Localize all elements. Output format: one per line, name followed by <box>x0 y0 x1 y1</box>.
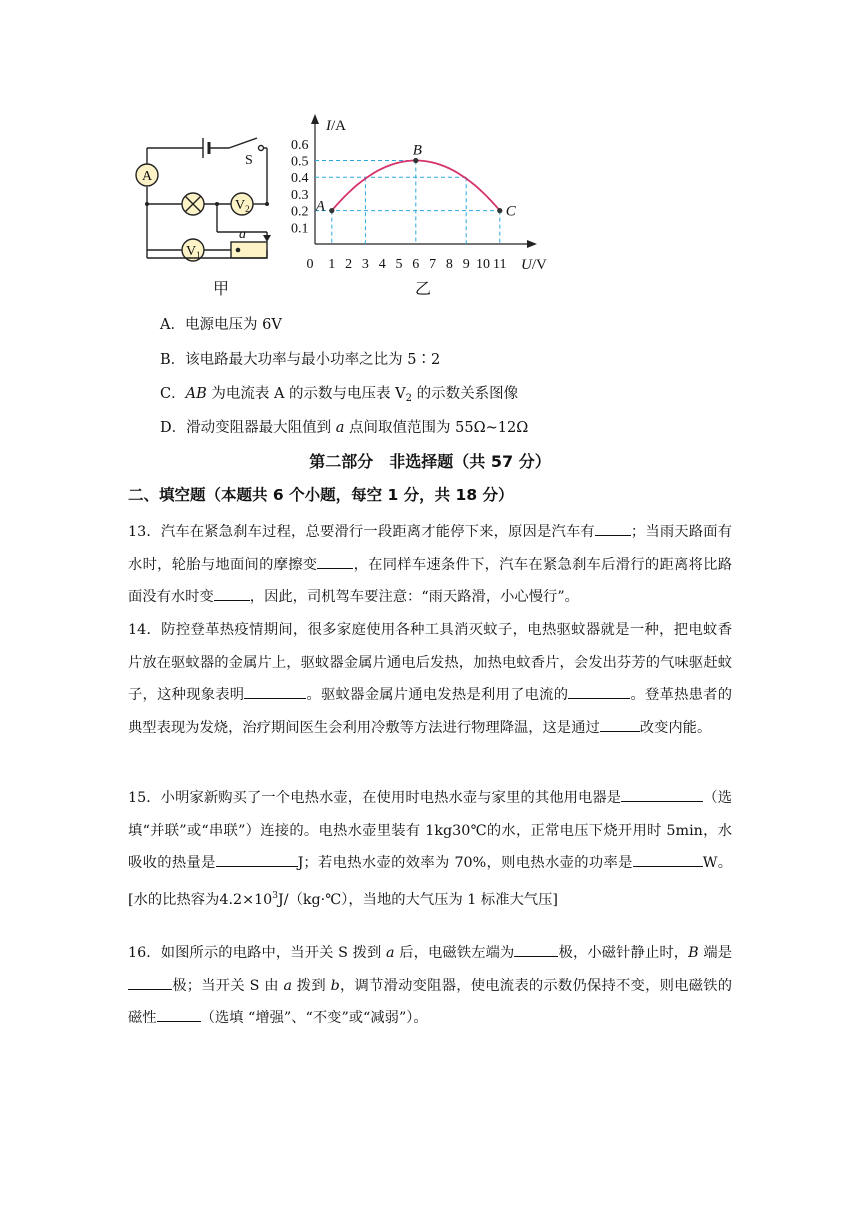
answer-blank[interactable] <box>128 975 172 990</box>
answer-blank[interactable] <box>214 586 250 601</box>
question-13: 13．汽车在紧急刹车过程，总要滑行一段距离才能停下来，原因是汽车有 ；当雨天路面有水时，轮胎与地面间的摩擦变 ，在同样车速条件下，汽车在紧急刹车后滑行的距离将比路面没有水时变 ，因此，司机驾车要注意：“雨天路滑，小心慢行”。 <box>128 516 732 614</box>
answer-blank[interactable] <box>633 852 703 867</box>
option-b: B．该电路最大功率与最小功率之比为 5∶2 <box>160 352 441 368</box>
point-label-b: B <box>412 142 422 159</box>
y-tick-label: 0.5 <box>291 154 309 170</box>
iu-graph <box>291 114 547 273</box>
voltmeter1-label: $V_1$ <box>186 244 201 260</box>
answer-blank[interactable] <box>157 1007 201 1022</box>
switch-blade <box>229 138 257 148</box>
answer-blank[interactable] <box>600 717 640 732</box>
guide-lines <box>315 161 500 245</box>
x-tick-label: 8 <box>445 257 453 272</box>
point-a <box>329 208 334 213</box>
x-tick-label: 5 <box>395 257 403 272</box>
slider-arrow <box>263 235 271 242</box>
y-tick-label: 0.2 <box>291 204 309 220</box>
x-tick-label: 6 <box>412 257 420 272</box>
answer-blank[interactable] <box>317 554 353 569</box>
figure <box>125 112 565 302</box>
x-tick-label: 4 <box>378 257 386 272</box>
x-axis-arrow <box>527 240 537 248</box>
x-tick-labels <box>307 257 507 272</box>
answer-blank[interactable] <box>514 942 558 957</box>
option-c: C．AB 为电流表 A 的示数与电压表 $V_2$ 的示数关系图像 <box>160 386 519 404</box>
x-axis-label: U/V <box>521 257 547 273</box>
question-15: 15．小明家新购买了一个电热水壶，在使用时电热水壶与家里的其他用电器是 （选填“并联”或“串联”）连接的。电热水壶里装有 1kg30℃的水，正常电压下烧开用时 5min，水吸收的热量是 J；若电热水壶的效率为 70%，则电热水壶的功率是 W。[水的比热容为$4.2\times 10^3J/(kg\cdot℃)$，当地的大气压为 1 标准大气压] <box>128 782 732 916</box>
x-tick-label: 0 <box>306 257 314 272</box>
question-14: 14．防控登革热疫情期间，很多家庭使用各种工具消灭蚊子，电热驱蚊器就是一种，把电蚊香片放在驱蚊器的金属片上，驱蚊器金属片通电后发热，加热电蚊香片，会发出芬芳的气味驱赶蚊子，这种现象表明 。驱蚊器金属片通电发热是利用了电流的 。登革热患者的典型表现为发烧，治疗期间医生会利用冷敷等方法进行物理降温，这是通过 改变内能。 <box>128 622 733 736</box>
x-tick-label: 10 <box>476 257 490 272</box>
point-label-c: C <box>505 203 516 220</box>
section-two-heading: 二、填空题（本题共 6 个小题，每空 1 分，共 18 分） <box>128 486 514 504</box>
y-tick-label: 0.3 <box>291 187 309 203</box>
switch-label: S <box>245 153 253 168</box>
point-c <box>497 208 502 213</box>
x-tick-label: 9 <box>462 257 470 272</box>
voltmeter2-label: $V_2$ <box>235 198 250 214</box>
y-tick-label: 0.4 <box>291 171 309 187</box>
figure-label-yi: 乙 <box>415 279 432 298</box>
point-label-a: A <box>315 198 325 215</box>
x-tick-label: 11 <box>493 257 507 272</box>
option-d: D．滑动变阻器最大阻值到 a 点间取值范围为 55Ω~12Ω <box>160 420 529 436</box>
answer-blank[interactable] <box>621 787 703 802</box>
y-tick-labels <box>291 138 309 237</box>
point-b <box>413 158 418 163</box>
x-tick-label: 3 <box>361 257 369 272</box>
figure-label-jia: 甲 <box>213 279 230 298</box>
answer-blank[interactable] <box>244 684 306 699</box>
x-tick-label: 7 <box>429 257 437 272</box>
y-axis-arrow <box>311 114 319 124</box>
ammeter-label: A <box>142 169 153 184</box>
x-tick-label: 1 <box>328 257 336 272</box>
y-tick-label: 0.6 <box>291 137 309 153</box>
y-tick-label: 0.1 <box>291 221 309 237</box>
question-16: 16．如图所示的电路中，当开关 S 拨到 a 后，电磁铁左端为 极，小磁针静止时，B 端是极；当开关 S 由 a 拨到 b，调节滑动变阻器，使电流表的示数仍保持不变，则电磁铁的磁性 （选填 “增强”、“不变”或“减弱”）。 <box>128 937 732 1035</box>
switch-contact <box>259 146 264 151</box>
figure-svg <box>125 112 565 302</box>
x-tick-label: 2 <box>345 257 353 272</box>
curve-points <box>315 143 517 220</box>
answer-blank[interactable] <box>216 852 298 867</box>
answer-blank[interactable] <box>595 521 631 536</box>
answer-blank[interactable] <box>568 684 630 699</box>
y-axis-label: I/A <box>326 118 346 134</box>
part-two-heading: 第二部分 非选择题（共 57 分） <box>309 452 551 471</box>
slider-point-label: a <box>239 227 246 242</box>
option-a: A．电源电压为 6V <box>160 317 282 333</box>
